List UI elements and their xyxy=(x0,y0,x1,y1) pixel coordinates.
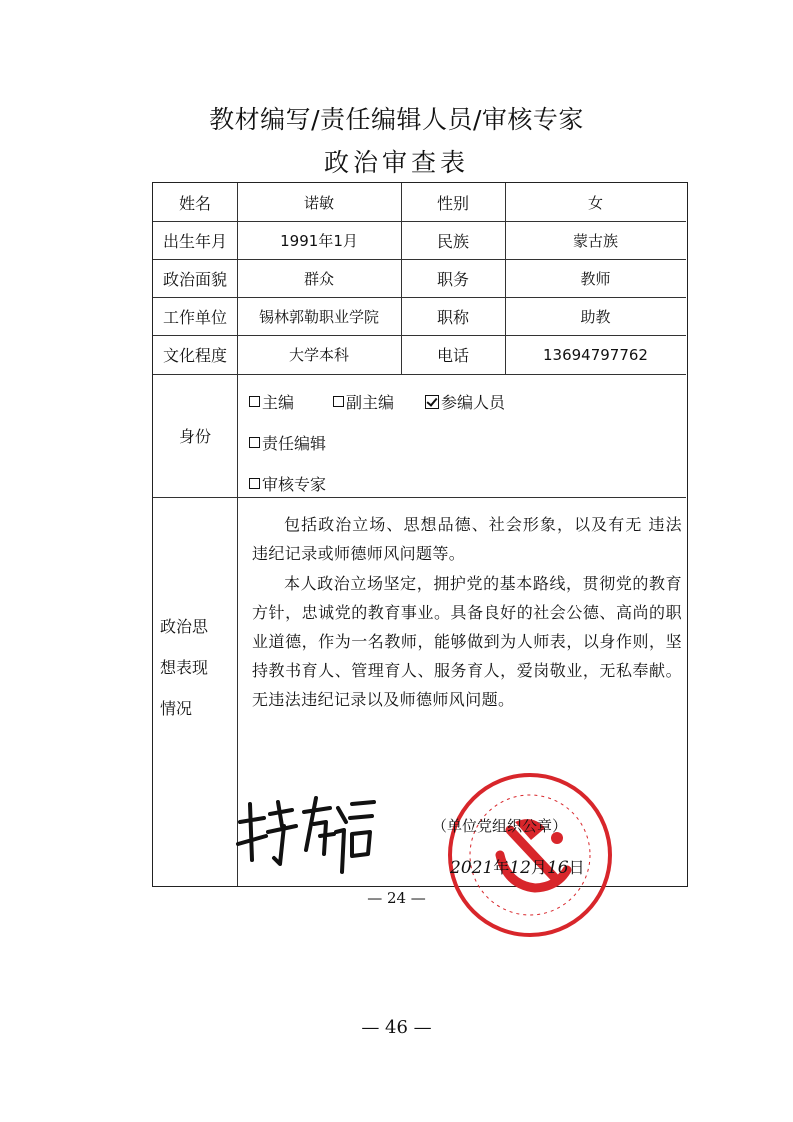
education-value: 大学本科 xyxy=(288,346,349,364)
gender-label: 性别 xyxy=(436,193,469,213)
political-thought-label: 政治思 想表现 情况 xyxy=(160,617,209,718)
signing-date: 2021年12月16日 xyxy=(450,858,585,878)
phone-value: 13694797762 xyxy=(543,345,648,364)
checked-checkbox-icon[interactable] xyxy=(425,395,439,409)
outer-page-number: — 46 — xyxy=(361,1017,432,1038)
handwritten-signature xyxy=(234,792,379,882)
instruction-text: 包括政治立场、思想品德、社会形象，以及有无 违法违纪记录或师德师风问题等。 xyxy=(252,515,682,563)
gender-value: 女 xyxy=(587,193,603,212)
ethnic-label: 民族 xyxy=(436,231,469,251)
phone-label: 电话 xyxy=(436,346,469,365)
statement-text: 本人政治立场坚定，拥护党的基本路线，贯彻党的教育方针，忠诚党的教育事业。具备良好的社会公德、高尚的职业道德，作为一名教师，能够做到为人师表，以身作则，坚持教书育人、管理育人、服务育人，爱岗敬业，无私奉献。无违法违纪记录以及师德师风问题。 xyxy=(252,574,682,709)
option-responsible-editor[interactable]: 责任编辑 xyxy=(249,431,326,454)
ethnic-value: 蒙古族 xyxy=(572,231,618,250)
employer-value: 锡林郭勒职业学院 xyxy=(258,307,379,326)
position-label: 职务 xyxy=(436,269,469,289)
option-chief-editor[interactable]: 主编 xyxy=(249,390,294,413)
position-value: 教师 xyxy=(580,269,611,288)
checkbox-icon[interactable] xyxy=(249,396,260,407)
checkbox-icon[interactable] xyxy=(333,396,344,407)
name-value: 诺敏 xyxy=(303,193,334,212)
checkbox-icon[interactable] xyxy=(249,437,260,448)
form-title-line1: 教材编写/责任编辑人员/审核专家 xyxy=(209,105,584,134)
political-value: 群众 xyxy=(303,269,334,288)
birth-label: 出生年月 xyxy=(162,231,227,251)
stamp-label: （单位党组织公章） xyxy=(432,817,568,835)
form-title-line2: 政治审查表 xyxy=(323,148,469,177)
option-contributor[interactable]: 参编人员 xyxy=(425,390,505,413)
employer-label: 工作单位 xyxy=(162,307,227,327)
option-review-expert[interactable]: 审核专家 xyxy=(249,472,326,495)
inner-page-number: — 24 — xyxy=(367,889,426,907)
name-label: 姓名 xyxy=(178,193,211,213)
option-deputy-editor[interactable]: 副主编 xyxy=(333,390,394,413)
title-value: 助教 xyxy=(580,307,611,326)
title-label: 职称 xyxy=(436,307,469,327)
political-label: 政治面貌 xyxy=(162,269,227,289)
education-label: 文化程度 xyxy=(162,346,227,365)
identity-label: 身份 xyxy=(178,427,211,446)
checkbox-icon[interactable] xyxy=(249,478,260,489)
birth-value: 1991年1月 xyxy=(280,231,358,250)
